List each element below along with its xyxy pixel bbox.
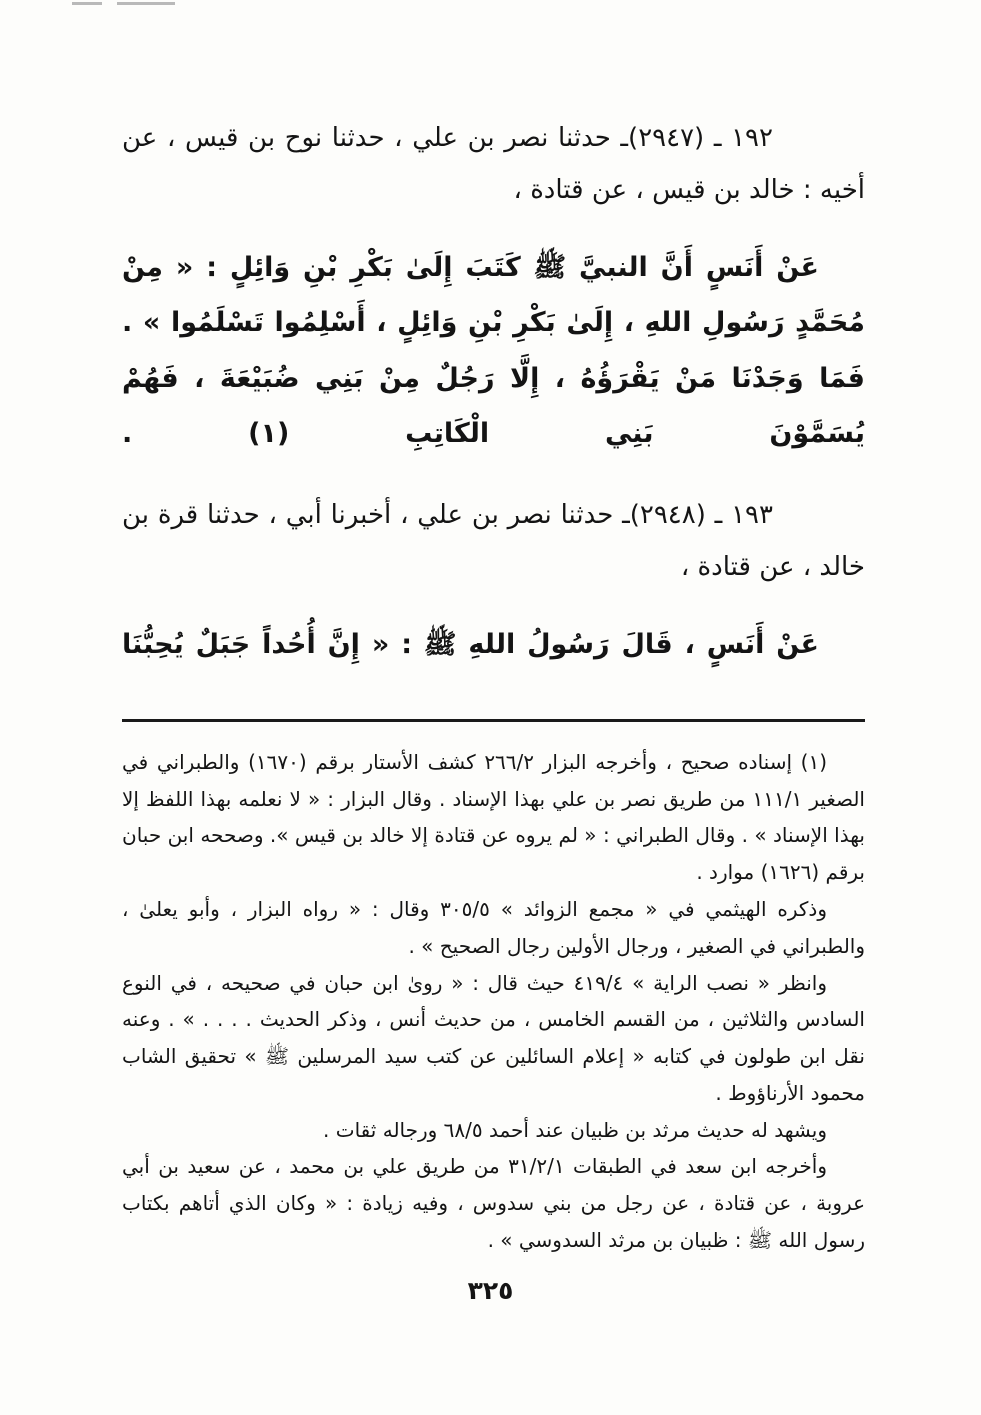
footnotes-section: [122, 744, 865, 1259]
scan-artifact-marks: [62, 2, 175, 21]
footnote-paragraph-3: وانظر « نصب الراية » ٤١٩/٤ حيث قال : « روىٰ ابن حبان في صحيحه ، في النوع السادس والثلاثين ، من القسم الخامس ، من حديث أنس ، وذكر الحديث . . . . » . وعنه نقل ابن طولون في كتابه « إعلام السائلين عن كتب سيد المرسلين ﷺ » تحقيق الشاب محمود الأرناؤوط .: [122, 970, 865, 1105]
hadith-193-matn: عَنْ أَنَسٍ ، قَالَ رَسُولُ اللهِ ﷺ : « إِنَّ أُحُداً جَبَلٌ يُحِبُّنَا: [122, 629, 819, 661]
footnote-paragraph-2: وذكره الهيثمي في « مجمع الزوائد » ٣٠٥/٥ وقال : « رواه البزار ، وأبو يعلىٰ ، والطبراني في الصغير ، ورجال الأولين رجال الصحيح » .: [122, 896, 865, 958]
scan-artifact-dash: [72, 2, 102, 5]
scan-artifact-dash: [117, 2, 175, 5]
page-body: [122, 112, 865, 1259]
footnote-paragraph-4: ويشهد له حديث مرثد بن ظبيان عند أحمد ٦٨/٥ ورجاله ثقات .: [323, 1117, 827, 1142]
footnote-paragraph-5: وأخرجه ابن سعد في الطبقات ٣١/٢/١ من طريق علي بن محمد ، عن سعيد بن أبي عروبة ، عن قتادة ، عن رجل من بني سدوس ، وفيه زيادة : « وكان الذي أتاهم بكتاب رسول الله ﷺ : ظبيان بن مرثد السدوسي » .: [122, 1154, 865, 1253]
hadith-192-isnad: ١٩٢ ـ (٢٩٤٧)ـ حدثنا نصر بن علي ، حدثنا نوح بن قيس ، عن أخيه : خالد بن قيس ، عن قتادة ،: [122, 123, 865, 205]
page-number: ٣٢٥: [467, 1276, 514, 1305]
hadith-193-isnad: ١٩٣ ـ (٢٩٤٨)ـ حدثنا نصر بن علي ، أخبرنا أبي ، حدثنا قرة بن خالد ، عن قتادة ،: [122, 500, 865, 583]
footnote-divider: [122, 719, 865, 722]
footnote-paragraph-1: (١) إسناده صحيح ، وأخرجه البزار ٢٦٦/٢ كشف الأستار برقم (١٦٧٠) والطبراني في الصغير ١١١/١ من طريق نصر بن علي بهذا الإسناد . وقال البزار : « لا نعلمه بهذا اللفظ إلا بهذا الإسناد » . وقال الطبراني : « لم يروه عن قتادة إلا خالد بن قيس ». وصححه ابن حبان برقم (١٦٢٦) موارد .: [122, 749, 865, 885]
hadith-192-matn: عَنْ أَنَسٍ أَنَّ النبيَّ ﷺ كَتَبَ إِلَىٰ بَكْرِ بْنِ وَائِلٍ : « مِنْ مُحَمَّدٍ رَسُولِ اللهِ ، إِلَىٰ بَكْرِ بْنِ وَائِلٍ ، أَسْلِمُوا تَسْلَمُوا » . فَمَا وَجَدْنَا مَنْ يَقْرَؤُهُ ، إِلَّا رَجُلٌ مِنْ بَنِي ضُبَيْعَةَ ، فَهُمْ يُسَمَّوْنَ بَنِي الْكَاتِبِ (١) .: [122, 252, 866, 450]
